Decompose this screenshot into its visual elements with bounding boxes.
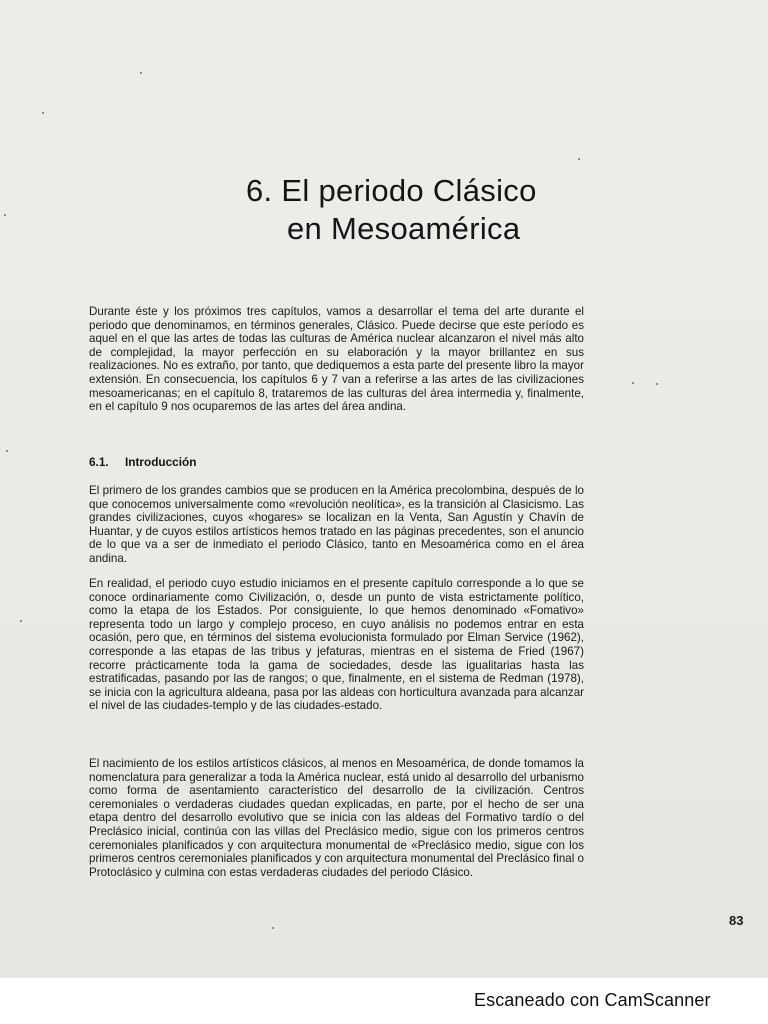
scan-speck bbox=[4, 214, 6, 216]
scan-speck bbox=[20, 620, 22, 622]
intro-paragraph: Durante éste y los próximos tres capítulos, vamos a desarrollar el tema del arte durante el periodo que denominamos, en términos generales, Clásico. Puede decirse que este período es aquel en el que las artes de todas las culturas de América nuclear alcanzaron el nivel más alto de complejidad, la mayor perfección en su elaboración y la mayor brillantez en sus realizaciones. No es extraño, por tanto, que dediquemos a esta parte del presente libro la mayor extensión. En consecuencia, los capítulos 6 y 7 van a referirse a las artes de las civilizaciones mesoamericanas; en el capítulo 8, trataremos de las culturas del área intermedia y, finalmente, en el capítulo 9 nos ocuparemos de las artes del área andina. bbox=[89, 305, 584, 414]
section-heading bbox=[89, 455, 196, 469]
scan-speck bbox=[632, 382, 634, 384]
scan-speck bbox=[272, 927, 274, 929]
chapter-title bbox=[230, 172, 590, 248]
scan-speck bbox=[578, 158, 580, 160]
section-number: 6.1. bbox=[89, 455, 109, 469]
chapter-title-line2: en Mesoamérica bbox=[287, 211, 521, 246]
page-number: 83 bbox=[729, 913, 744, 928]
scanner-watermark-text: Escaneado con CamScanner bbox=[474, 990, 711, 1010]
scan-speck bbox=[6, 450, 8, 452]
scan-speck bbox=[656, 383, 658, 385]
chapter-title-line1: 6. El periodo Clásico bbox=[246, 173, 537, 208]
scan-speck bbox=[140, 72, 142, 74]
body-paragraph-3: El nacimiento de los estilos artísticos clásicos, al menos en Mesoamérica, de donde tomamos la nomenclatura para generalizar a toda la América nuclear, está unido al desarrollo del urbanismo como forma de asentamiento característico del desarrollo de la civilización. Centros ceremoniales o verdaderas ciudades quedan explicadas, en parte, por el hecho de ser una etapa dentro del desarrollo evolutivo que se inicia con las aldeas del Formativo tardío o del Preclásico inicial, continúa con las villas del Preclásico medio, sigue con los primeros centros ceremoniales planificados y con arquitectura monumental de «Preclásico medio, sigue con los primeros centros ceremoniales planificados y con arquitectura monumental del Preclásico final o Protoclásico y culmina con estas verdaderas ciudades del periodo Clásico. bbox=[89, 757, 584, 879]
scan-speck bbox=[42, 112, 44, 114]
body-paragraph-2: En realidad, el periodo cuyo estudio iniciamos en el presente capítulo corresponde a lo que se conoce ordinariamente como Civilización, o, desde un punto de vista estrictamente político, como la etapa de los Estados. Por consiguiente, lo que hemos denominado «Fomativo» representa todo un largo y complejo proceso, en cuyo análisis no podemos entrar en esta ocasión, pero que, en términos del sistema evolucionista formulado por Elman Service (1962), corresponde a las etapas de las tribus y jefaturas, mientras en el sistema de Fried (1967) recorre prácticamente toda la gama de sociedades, desde las igualitarias hasta las estratificadas, pasando por las de rangos; o que, finalmente, en el sistema de Redman (1978), se inicia con la agricultura aldeana, pasa por las aldeas con horticultura avanzada para alcanzar el nivel de las ciudades-templo y de las ciudades-estado. bbox=[89, 577, 584, 713]
body-paragraph-1: El primero de los grandes cambios que se producen en la América precolombina, después de lo que conocemos universalmente como «revolución neolítica», es la transición al Clasicismo. Las grandes civilizaciones, cuyos «hogares» se localizan en la Venta, San Agustín y Chavín de Huantar, y de cuyos estilos artísticos hemos tratado en las páginas precedentes, son el anuncio de lo que va a ser de inmediato el periodo Clásico, tanto en Mesoamérica como en el área andina. bbox=[89, 484, 584, 565]
scanner-watermark bbox=[0, 978, 768, 1024]
section-title: Introducción bbox=[125, 455, 197, 469]
